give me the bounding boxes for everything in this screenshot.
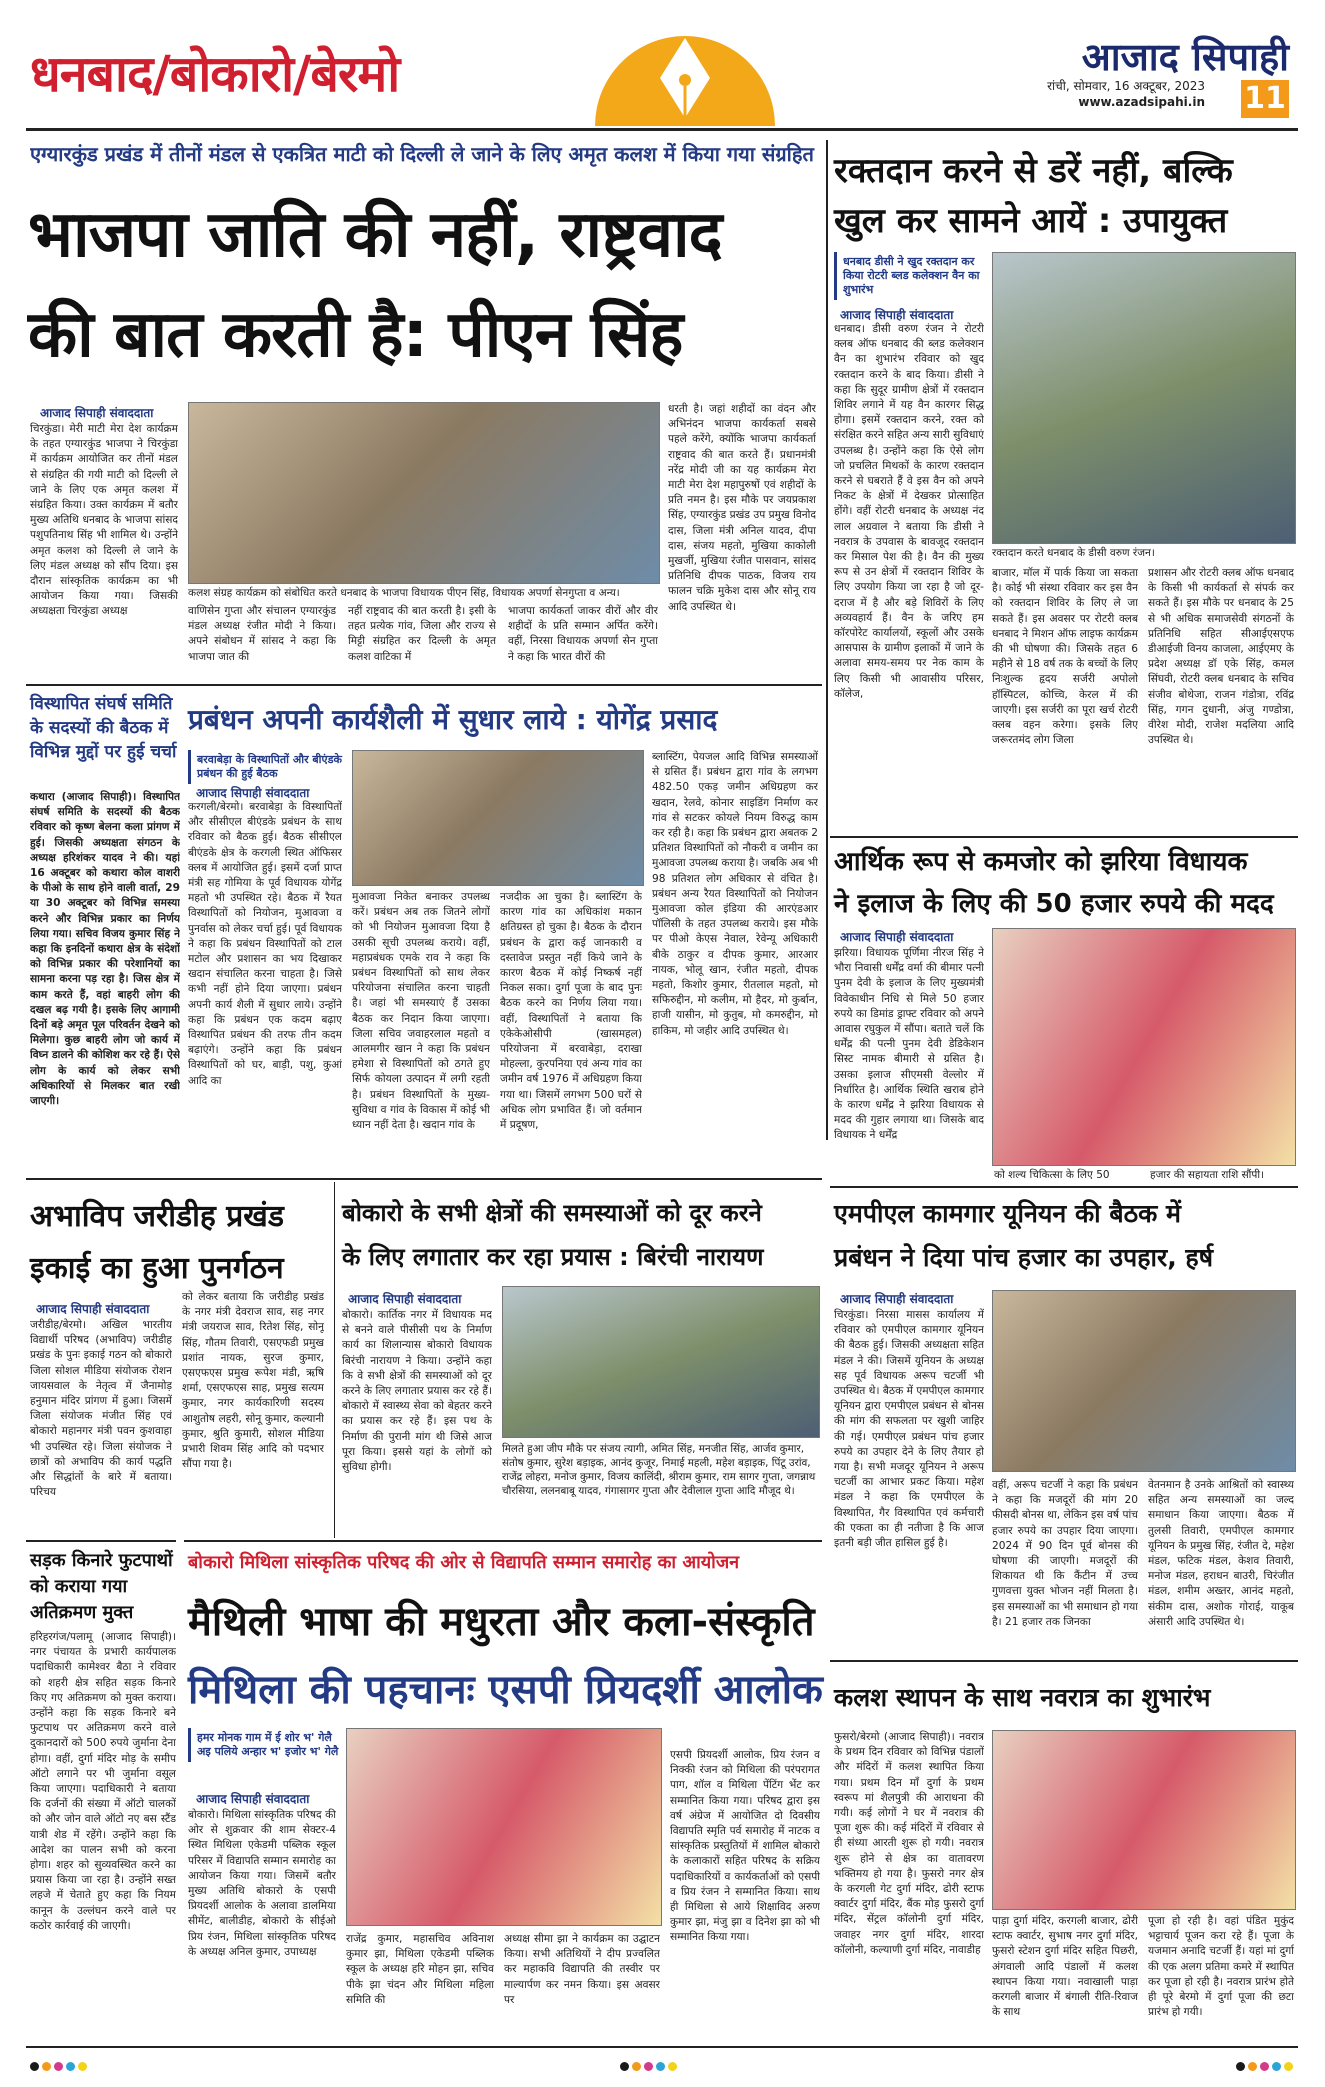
management-col3: नजदीक आ चुका है। ब्लास्टिंग के कारण गांव का अधिकांश मकान क्षतिग्रस्त हो चुका है। बैठक के दौरान प्रबंधन के द्वारा कई जानकारी व दस्तावेज प्रस्तुत नहीं किये जाने के कारण बैठक में कोई निष्कर्ष नहीं निकल सका। दुर्गा पूजा के बाद पुनः बैठक करने का निर्णय लिया गया। वहीं, विस्थापितों ने बताया कि एकेकेओसीपी (खासमहल) परियोजना में बरवाबेड़ा, दराखा मोहल्ला, कुरपनिया एवं अन्य गांव का जमीन वर्ष 1976 में अधिग्रहण किया गया था। जिसमें लगभग 500 घरों से अधिक लोग प्रभावित हैं। जो वर्तमान में प्रदूषण, <box>500 891 642 1132</box>
management-photo <box>352 750 644 886</box>
lead-col5: धरती है। जहां शहीदों का वंदन और अभिनंदन भाजपा कार्यकर्ता सबसे पहले करेंगे, क्योंकि भाजपा कार्यकर्ता राष्ट्रवाद की बात करते हैं। प्रधानमंत्री नरेंद्र मोदी जी का यह कार्यक्रम मेरा माटी मेरा देश महापुरुषों एवं शहीदों के प्रति नमन है। इस मौके पर जयप्रकाश सिंह, एग्यारकुंड प्रखंड उप प्रमुख विनोद दास, जिला मंत्री अनिल यादव, दीपा दास, संजय महतो, मुखिया काकोली मुखर्जी, मुखिया रंजीत पासवान, सांसद प्रतिनिधि दीपक पाठक, विजय राय फालन चक्रि मुकेश दास और सोनू राय आदि उपस्थित थे। <box>668 403 816 613</box>
maithili-col4: एसपी प्रियदर्शी आलोक, प्रिय रंजन व निक्की रंजन को मिथिला की परंपरागत पाग, शॉल व मिथिला पेंटिंग भेंट कर सम्मानित किया गया। परिषद द्वारा इस वर्ष अंग्रेज में आयोजित दो दिवसीय विद्यापति स्मृति पर्व समारोह में नाटक व सांस्कृतिक प्रस्तुतियों में शामिल बोकारो के कलाकारों सहित परिषद के सक्रिय पदाधिकारियों व कार्यकर्ताओं को एसपी व प्रिय रंजन ने सम्मानित किया। साथ ही मिथिला से आये शिक्षाविद अरुण कुमार झा, मंजु झा व दिनेश झा को भी सम्मानित किया गया। <box>670 1749 820 1944</box>
jharia-headline-2: ने इलाज के लिए की 50 हजार रुपये की मदद <box>834 889 1274 919</box>
birchi-col1: बोकारो। कार्तिक नगर में विधायक मद से बनने वाले पीसीसी पथ के निर्माण कार्य का शिलान्यास बोकारो विधायक बिरंची नारायण ने किया। उन्होंने कहा कि वे सभी क्षेत्रों की समस्याओं को दूर करने के लिए लगातार प्रयास कर रहे हैं। बोकारो में स्वास्थ्य सेवा को बेहतर करने का प्रयास कर रहे हैं। इस पथ के निर्माण की पुरानी मांग थी जिसे आज पूरा किया। इससे यहां के लोगों को सुविधा होगी। <box>342 1309 492 1474</box>
maithili-col2: राजेंद्र कुमार, महासचिव अविनाश कुमार झा, मिथिला एकेडमी पब्लिक स्कूल के अध्यक्ष हरि मोहन झा, सचिव पीके झा चंदन और मिथिला महिला समिति की <box>346 1933 494 2006</box>
newspaper-brand: आजाद सिपाही <box>1081 34 1289 79</box>
jharia-caption-left: को शल्य चिकित्सा के लिए 50 <box>994 1169 1110 1181</box>
mpl-photo <box>992 1290 1296 1472</box>
jharia-body: झरिया। विधायक पूर्णिमा नीरज सिंह ने भौरा निवासी धर्मेंद्र वर्मा की बीमार पत्नी पुनम देवी के इलाज के लिए मुख्यमंत्री विवेकाधीन निधि से मिले 50 हजार रुपये का डिमांड ड्राफ्ट रविवार को अपने आवास रघुकुल में सौंपा। बताते चलें कि धर्मेंद्र की पत्नी पुनम देवी डेडिकेशन सिस्ट नामक बीमारी से ग्रसित है। उसका इलाज सीएमसी वेल्लोर में निर्धारित है। आर्थिक स्थिति खराब होने के कारण धर्मेंद्र ने झरिया विधायक से मदद की गुहार लगाया था। जिसके बाद विधायक ने धर्मेंद्र <box>834 947 984 1142</box>
registration-dot <box>620 2062 629 2071</box>
blood-col2: बाजार, मॉल में पार्क किया जा सकता है। कोई भी संस्था रविवार कर इस वैन को रक्तदान शिविर के लिए ले जा सकते हैं। इस अवसर पर रोटरी क्लब धनबाद ने मिशन ऑफ लाइफ कार्यक्रम की भी घोषणा की। जिसके तहत 6 महीने से 18 वर्ष तक के बच्चों के लिए निःशुल्क हृदय सर्जरी अपोलो हॉस्पिटल, कोच्चि, केरल में की जाएगी। इस सर्जरी का पूरा खर्च रोटरी क्लब वहन करेगा। इसके लिए जरूरतमंद लोग जिला <box>992 567 1138 747</box>
page-number: 11 <box>1241 80 1289 118</box>
lead-col1: चिरकुंडा। मेरी माटी मेरा देश कार्यक्रम के तहत एग्यारकुंड भाजपा ने चिरकुंडा में कार्यक्रम आयोजित कर तीनों मंडल से संग्रहित की गयी माटी को दिल्ली ले जाने के लिए एक अमृत कलश में संग्रहित किया। उक्त कार्यक्रम में बतौर मुख्य अतिथि धनबाद के भाजपा सांसद पशुपतिनाथ सिंह भी शामिल थे। उन्होंने अमृत कलश को दिल्ली ले जाने के लिए मंडल अध्यक्ष को सौंप दिया। इस दौरान सांस्कृतिक कार्यक्रम का भी आयोजन किया गया। जिसकी अध्यक्षता चिरकुंडा अध्यक्ष <box>30 423 178 618</box>
website-text: www.azadsipahi.in <box>1078 95 1205 109</box>
blood-col1: धनबाद। डीसी वरुण रंजन ने रोटरी क्लब ऑफ धनबाद की ब्लड कलेक्शन वैन का शुभारंभ रविवार को खुद रक्तदान करने के बाद किया। डीसी ने कहा कि सुदूर ग्रामीण क्षेत्रों में रक्तदान शिविर लगाने में यह वैन कारगर सिद्ध होगा। इसमें रक्तदान करने, रक्त को संरक्षित करने सहित अन्य सारी सुविधाएं उपलब्ध है। उन्होंने कहा कि ऐसे लोग जो प्रचलित मिथकों के कारण रक्तदान करने से घबराते हैं वे इस वैन को अपने निकट के क्षेत्रों में देखकर प्रोत्साहित होंगे। वहीं रोटरी धनबाद के अध्यक्ष नंद लाल अग्रवाल ने बताया कि डीसी ने नवरात्र के उपवास के बावजूद रक्तदान कर मिसाल पेश की है। वैन की मुख्य रूप से उन क्षेत्रों में रक्तदान शिविर के लिए उपयोग किया जा रहा है जो दूर-दराज में है और बड़े शिविरों के लिए अव्यवहार्य हैं। वैन के जरिए हम कॉरपोरेट कार्यालयों, स्कूलों और उसके आसपास के ग्रामीण इलाकों में जाने के अलावा समय-समय पर नेक काम के लिए किसी भी आवासीय परिसर, कॉलेज, <box>834 323 984 700</box>
displaced-headline: विस्थापित संघर्ष समिति के सदस्यों की बैठक में विभिन्न मुद्दों पर हुई चर्चा <box>30 694 177 762</box>
abvp-col2: को लेकर बताया कि जरीडीह प्रखंड के नगर मंत्री देवराज साव, सह नगर मंत्री जयराज साव, रितेश सिंह, सोनू सिंह, गौतम तिवारी, एसएफडी प्रमुख प्रशांत नायक, सुरज कुमार, एसएफएस प्रमुख रूपेश मंडी, ऋषि शर्मा, एसएफएस साह, प्रमुख सत्यम कुमार, नगर कार्यकारिणी सदस्य आशुतोष लहरी, सोनू कुमार, कल्यानी कुमार, श्रुति कुमारी, सोशल मीडिया प्रभारी शिवम सिंह आदि को पदभार सौंपा गया है। <box>182 1291 324 1471</box>
encroach-headline: सड़क किनारे फुटपाथों को कराया गया अतिक्रमण मुक्त <box>30 1550 173 1623</box>
maithili-headline-2: मिथिला की पहचानः एसपी प्रियदर्शी आलोक <box>188 1667 823 1713</box>
print-registration-marks <box>1236 2056 1296 2075</box>
mpl-col2: वहीं, अरूप चटर्जी ने कहा कि प्रबंधन ने कहा कि मजदूरों की मांग 20 फीसदी बोनस था, लेकिन इस वर्ष पांच हजार रुपये का उपहार दिया जाएगा। 2024 में 90 दिन पूर्व बोनस की घोषणा की जाएगी। मजदूरों की शिकायत थी कि कैंटीन में उच्च गुणवत्ता युक्त भोजन नहीं मिलता है। इस समस्याओं का भी समाधान हो गया है। 21 हजार तक जिनका <box>992 1479 1138 1628</box>
registration-dot <box>42 2062 51 2071</box>
jharia-headline-1: आर्थिक रूप से कमजोर को झरिया विधायक <box>834 847 1248 877</box>
footer-rule <box>26 2046 1298 2048</box>
abvp-headline-2: इकाई का हुआ पुनर्गठन <box>30 1251 284 1286</box>
blood-photo-caption: रक्तदान करते धनबाद के डीसी वरुण रंजन। <box>992 547 1155 559</box>
blood-headline-2: खुल कर सामने आयें : उपायुक्त <box>834 201 1228 241</box>
birchi-headline-1: बोकारो के सभी क्षेत्रों की समस्याओं को दूर करने <box>342 1199 762 1227</box>
date-text: रांची, सोमवार, 16 अक्टूबर, 2023 <box>1047 79 1205 93</box>
lead-credit: आजाद सिपाही संवाददाता <box>40 406 154 420</box>
abvp-headline-1: अभाविप जरीडीह प्रखंड <box>30 1199 284 1234</box>
kalash-body: फुसरो/बेरमो (आजाद सिपाही)। नवरात्र के प्रथम दिन रविवार को विभिन्न पंडालों और मंदिरों में कलश स्थापित किया गया। प्रथम दिन माँ दुर्गा के प्रथम स्वरूप मां शैलपुत्री की आराधना की गयी। कई लोगों ने घर में नवरात्र की पूजा शुरू की। कई मंदिरों में रविवार से ही संध्या आरती शुरू हो गयी। नवरात्र शुरू होने से क्षेत्र का वातावरण भक्तिमय हो गया है। फुसरो नगर क्षेत्र के करगली गेट दुर्गा मंदिर, ढोरी स्टाफ क्वार्टर दुर्गा मंदिर, बैंक मोड़ फुसरो दुर्गा मंदिर, सेंट्रल कॉलोनी दुर्गा मंदिर, जवाहर नगर दुर्गा मंदिर, शारदा कॉलोनी, कल्याणी दुर्गा मंदिर, नावाडीह <box>834 1731 984 1956</box>
mpl-headline-1: एमपीएल कामगार यूनियन की बैठक में <box>834 1199 1181 1228</box>
jharia-caption-right: हजार की सहायता राशि सौंपी। <box>1150 1169 1265 1181</box>
registration-dot <box>78 2062 87 2071</box>
maithili-subhead: हमर मोनक गाम में ई शोर भ' गेलै अइ पलिये अन्हार भ' इजोर भ' गेलै <box>188 1728 351 1762</box>
registration-dot <box>30 2062 39 2071</box>
birchi-headline-2: के लिए लगातार कर रहा प्रयास : बिरंची नारायण <box>342 1243 764 1271</box>
mpl-col3: वेतनमान है उनके आश्रितों को स्वास्थ्य सहित अन्य समस्याओं का जल्द समाधान किया जाएगा। बैठक में तुलसी तिवारी, एमपीएल कामगार यूनियन के प्रमुख सिंह, रंजीत दे, महेश मंडल, फटिक मंडल, केशव तिवारी, मनोज मंडल, हराधन बाउरी, चिरंजीत मंडल, शमीम अख्तर, आनंद महतो, संकीम दास, अशोक गोराई, याकूब अंसारी आदि उपस्थित थे। <box>1148 1479 1294 1628</box>
maithili-credit: आजाद सिपाही संवाददाता <box>196 1792 310 1806</box>
maithili-col1: बोकारो। मिथिला सांस्कृतिक परिषद की ओर से शुक्रवार की शाम सेक्टर-4 स्थित मिथिला एकेडमी पब्लिक स्कूल परिसर में विद्यापति सम्मान समारोह का आयोजन किया गया। जिसमें बतौर मुख्य अतिथि बोकारो के एसपी प्रियदर्शी आलोक के अलावा डालमिया सीमेंट, बालीडीह, बोकारो के सीईओ प्रिय रंजन, मिथिला सांस्कृतिक परिषद के अध्यक्ष अनिल कुमार, उपाध्यक्ष <box>188 1809 336 1958</box>
print-registration-marks <box>30 2056 90 2075</box>
section-rule <box>26 1178 822 1180</box>
section-rule <box>830 1186 1298 1188</box>
mpl-headline-2: प्रबंधन ने दिया पांच हजार का उपहार, हर्ष <box>834 1243 1214 1272</box>
blood-credit: आजाद सिपाही संवाददाता <box>840 308 954 322</box>
section-rule <box>830 1660 1298 1662</box>
print-registration-marks <box>620 2056 680 2075</box>
dateline <box>1047 78 1205 110</box>
maithili-headline-1: मैथिली भाषा की मधुरता और कला-संस्कृति <box>188 1599 815 1645</box>
birchi-caption: मिलते हुआ जीप मौके पर संजय त्यागी, अमित सिंह, मनजीत सिंह, आर्जव कुमार, संतोष कुमार, सुरेश बड़ाइक, आनंद कुजूर, निमाई महली, महेश बड़ाइक, पिंटू उरांव, राजेंद्र लोहरा, मनोज कुमार, विजय कालिंदी, श्रीराम कुमार, राम सागर गुप्ता, जगन्नाथ चौरसिया, ललनबाबू यादव, गंगासागर गुप्ता और देवीलाल गुप्ता आदि मौजूद थे। <box>502 1443 816 1497</box>
kalash-photo <box>992 1730 1296 1910</box>
management-credit: आजाद सिपाही संवाददाता <box>196 786 310 800</box>
management-col2: मुआवजा निकेत बनाकर उपलब्ध करें। प्रबंधन अब तक जितने लोगों को भी नियोजन मुआवजा दिया है उसकी सूची उपलब्ध कराये। वहीं, महाप्रबंधक एमके राव ने कहा कि प्रबंधन विस्थापितों को साथ लेकर परियोजना संचालित करना चाहती है। जहां भी समस्याएं हैं उसका बैठक कर निदान किया जाएगा। जिला सचिव जवाहरलाल महतो व आलमगीर खान ने कहा कि प्रबंधन हमेशा से विस्थापितों को ठगते हुए सिर्फ कोयला उत्पादन में लगी रहती है। प्रबंधन विस्थापितों के मुख्य-सुविधा व गांव के विकास में कोई भी ध्यान नहीं देता है। खदान गांव के <box>352 891 490 1132</box>
displaced-body: कथारा (आजाद सिपाही)। विस्थापित संघर्ष समिति के सदस्यों की बैठक रविवार को कृष्ण बेलना कला प्रांगण में हुई। जिसकी अध्यक्षता संगठन के अध्यक्ष हरिशंकर यादव ने की। यहां 16 अक्टूबर को कथारा कोल वाशरी के पीओ के साथ होने वाली वार्ता, 29 या 30 अक्टूबर को विभिन्न समस्या करने और विभिन्न प्रकार का निर्णय लिया गया। सचिव विजय कुमार सिंह ने कहा कि इनदिनों कथारा क्षेत्र के संदेशों को विभिन्न प्रकार की परेशानियों का सामना करना पड़ रहा है। जिस क्षेत्र में काम करते हैं, वहां बाहरी लोग की दखल बढ़ गयी है। इसके लिए आगामी दिनों बड़े अमृत पूल परिवर्तन देखने को मिलेगा। कुछ बाहरी लोग जो कार्य में विघ्न डालने की कोशिश कर रहे हैं। ऐसे लोग के कार्य को लेकर सभी अधिकारियों से मिलकर बात रखी जाएगी। <box>30 791 180 1108</box>
registration-dot <box>1248 2062 1257 2071</box>
masthead-rule <box>26 128 1298 131</box>
blood-photo <box>992 252 1296 544</box>
lead-kicker: एग्यारकुंड प्रखंड में तीनों मंडल से एकत्रित माटी को दिल्ली ले जाने के लिए अमृत कलश में किया गया संग्रहित <box>30 142 814 166</box>
jharia-photo <box>992 928 1296 1166</box>
registration-dot <box>656 2062 665 2071</box>
lead-photo-caption: कलश संग्रह कार्यक्रम को संबोधित करते धनबाद के भाजपा विधायक पीएन सिंह, विधायक अपर्णा सेनगुप्ता व अन्य। <box>188 587 620 599</box>
registration-dot <box>1272 2062 1281 2071</box>
lead-headline-1: भाजपा जाति की नहीं, राष्ट्रवाद <box>28 198 722 272</box>
kalash-col2: पाड़ा दुर्गा मंदिर, करगली बाजार, ढोरी स्टाफ क्वार्टर, सुभाष नगर दुर्गा मंदिर, फुसरो स्टेशन दुर्गा मंदिर सहित पिछरी, अंगवाली आदि पंडालों में कलश स्थापन किया गया। नवाखाली पाड़ा करगली बाजार में बंगाली रीति-रिवाज के साथ <box>992 1915 1138 2019</box>
blood-headline-1: रक्तदान करने से डरें नहीं, बल्कि <box>834 151 1233 191</box>
column-rule <box>334 1182 335 1538</box>
lead-col4: भाजपा कार्यकर्ता जाकर वीरों और वीर शहीदों के प्रति सम्मान अर्पित करेंगे। वहीं, निरसा विधायक अपर्णा सेन गुप्ता ने कहा कि भारत वीरों की <box>508 605 658 663</box>
maithili-photo <box>346 1728 662 1926</box>
kalash-headline: कलश स्थापन के साथ नवरात्र का शुभारंभ <box>834 1683 1211 1712</box>
lead-photo <box>188 402 660 584</box>
column-rule <box>826 140 828 1140</box>
registration-dot <box>1260 2062 1269 2071</box>
mpl-credit: आजाद सिपाही संवाददाता <box>840 1292 954 1306</box>
mpl-col1: चिरकुंडा। निरसा मासस कार्यालय में रविवार को एमपीएल कामगार यूनियन की बैठक हुई। जिसकी अध्यक्षता सहित मंडल ने की। जिसमें यूनियन के अध्यक्ष सह पूर्व विधायक अरूप चटर्जी भी उपस्थित थे। बैठक में एमपीएल कामगार यूनियन द्वारा एमपीएल प्रबंधन से बोनस की मांग की सफलता पर खुशी जाहिर की गई। एमपीएल प्रबंधन पांच हजार रुपये का उपहार देने के लिए तैयार हो गया है। सभी मजदूर यूनियन ने अरूप चटर्जी का आभार प्रकट किया। महेश मंडल ने कहा कि एमपीएल के विस्थापित, गैर विस्थापित एवं कर्मचारी की एकता का ही नतीजा है कि आज इतनी बड़ी जीत हासिल हुई है। <box>834 1309 984 1550</box>
registration-dot <box>632 2062 641 2071</box>
section-rule <box>26 684 822 686</box>
registration-dot <box>66 2062 75 2071</box>
lead-col3: नहीं राष्ट्रवाद की बात करती है। इसी के तहत प्रत्येक गांव, जिला और राज्य से मिट्टी संग्रहित कर दिल्ली के अमृत कलश वाटिका में <box>348 605 496 663</box>
management-col4: ब्लास्टिंग, पेयजल आदि विभिन्न समस्याओं से ग्रसित हैं। प्रबंधन द्वारा गांव के लगभग 482.50 एकड़ जमीन अधिग्रहण कर खदान, रेलवे, कोनार साइडिंग निर्माण कर गांव से सटकर कोयले नियम विरुद्ध काम कर रही है। कहा कि प्रबंधन द्वारा अबतक 2 प्रतिशत विस्थापितों को नौकरी व जमीन का मुआवजा उपलब्ध कराया है। जबकि अब भी 98 प्रतिशत लोग अधिकार से वंचित है। प्रबंधन अन्य रैयत विस्थापितों को नियोजन मुआवजा कोल इंडिया की आरएंडआर पॉलिसी के तहत उपलब्ध कराये। इस मौके पर पीओ केएस नेवाल, रेवेन्यू अधिकारी बीके ठाकुर व दीपक कुमार, आरआर नायक, भोलू खान, रंजीत महतो, दीपक महतो, किशोर कुमार, रीतलाल महतो, मो सफिरुद्दीन, मो कलीम, मो हैदर, मो कुर्बान, हाजी यासीन, मो कुतुब, मो कमरुद्दीन, मो हाकिम, मो जहीर आदि उपस्थित थे। <box>652 751 818 1037</box>
maithili-col3: अध्यक्ष सीमा झा ने कार्यक्रम का उद्घाटन किया। सभी अतिथियों ने दीप प्रज्वलित कर महाकवि विद्यापति की तस्वीर पर माल्यार्पण कर नमन किया। इस अवसर पर <box>504 1933 660 2006</box>
birchi-credit: आजाद सिपाही संवाददाता <box>348 1292 462 1306</box>
birchi-photo <box>502 1286 820 1438</box>
registration-dot <box>644 2062 653 2071</box>
blood-subhead: धनबाद डीसी ने खुद रक्तदान कर किया रोटरी ब्लड कलेक्शन वैन का शुभारंभ <box>834 252 999 300</box>
section-title: धनबाद/बोकारो/बेरमो <box>30 44 400 103</box>
jharia-credit: आजाद सिपाही संवाददाता <box>840 930 954 944</box>
section-rule <box>184 1540 822 1542</box>
abvp-col1: जरीडीह/बेरमो। अखिल भारतीय विद्यार्थी परिषद (अभाविप) जरीडीह प्रखंड के पुनः इकाई गठन को बोकारो जिला सोशल मीडिया संयोजक रोशन जायसवाल के नेतृत्व में जैनामोड़ हनुमान मंदिर प्रांगण में हुआ। जिसमें जिला संयोजक मंजीत सिंह एवं बोकारो महानगर मंत्री पवन कुशवाहा भी उपस्थित रहे। जिला संयोजक ने छात्रों को अभाविप की कार्य पद्धति और सिद्धांतों के बारे में बताया। परिचय <box>30 1319 172 1499</box>
management-col1: करगली/बेरमो। बरवाबेड़ा के विस्थापितों और सीसीएल बीएंडके प्रबंधन के साथ रविवार को बैठक हुई। बैठक सीसीएल बीएंडके क्षेत्र के करगली स्थित ऑफिसर क्लब में आयोजित हुई। इसमें दर्जा प्राप्त मंत्री सह गोमिया के पूर्व विधायक योगेंद्र महतो भी उपस्थित रहे। बैठक में रैयत विस्थापितों को नियोजन, मुआवजा व पुनर्वास को लेकर चर्चा हुई। पूर्व विधायक ने कहा कि प्रबंधन विस्थापितों को टाल मटोल और प्रशासन का भय दिखाकर खदान संचालित करना चाहता है। जिसे कभी नहीं होने दिया जाएगा। प्रबंधन अपनी कार्य शैली में सुधार लाये। उन्होंने कहा कि प्रबंधन एक कदम बढ़ाए विस्थापित प्रबंधन की तरफ तीन कदम बढ़ाएंगे। उन्होंने कहा कि प्रबंधन विस्थापितों को घर, बाड़ी, पशु, कुआं आदि का <box>188 801 342 1087</box>
registration-dot <box>1236 2062 1245 2071</box>
management-headline: प्रबंधन अपनी कार्यशैली में सुधार लाये : योगेंद्र प्रसाद <box>188 703 718 736</box>
blood-col3: प्रशासन और रोटरी क्लब ऑफ धनबाद के किसी भी कार्यकर्ता से संपर्क कर सकते हैं। इस मौके पर धनबाद के 25 से भी अधिक समाजसेवी संगठनों के प्रतिनिधि सहित सीआईएसएफ डीआईजी विनय काजला, आईएमए के प्रदेश अध्यक्ष डॉ एके सिंह, कमल सिंघवी, रोटरी क्लब धनबाद के सचिव संजीव बोथेजा, राजन गंडोत्रा, रविंद्र सिंह, गगन दुधानी, अंजु गण्डोत्रा, वीरेश मोदी, राजेश मदलिया आदि उपस्थित थे। <box>1148 567 1294 747</box>
section-rule <box>830 836 1298 838</box>
pen-nib-logo-icon <box>585 18 785 128</box>
management-subhead: बरवाबेड़ा के विस्थापितों और बीएंडके प्रबंधन की हुई बैठक <box>188 750 353 784</box>
section-rule <box>26 1540 176 1542</box>
lead-headline-2: की बात करती है: पीएन सिंह <box>28 298 683 372</box>
registration-dot <box>54 2062 63 2071</box>
abvp-credit: आजाद सिपाही संवाददाता <box>36 1302 150 1316</box>
kalash-col3: पूजा हो रही है। वहां पंडित मुकुंद भट्टाचार्य पूजन करा रहे हैं। पूजा के यजमान अनादि चटर्जी हैं। यहां मां दुर्गा की एक अलग प्रतिमा कमरे में स्थापित कर पूजा हो रही है। नवरात्र प्रारंभ होते ही पूरे बेरमो में दुर्गा पूजा की छटा प्रारंभ हो गयी। <box>1148 1915 1294 2019</box>
maithili-kicker: बोकारो मिथिला सांस्कृतिक परिषद की ओर से विद्यापति सम्मान समारोह का आयोजन <box>188 1552 740 1573</box>
encroach-body: हरिहरगंज/पलामू (आजाद सिपाही)। नगर पंचायत के प्रभारी कार्यपालक पदाधिकारी कामेश्वर बैठा ने रविवार को शहरी क्षेत्र सहित सड़क किनारे किए गए अतिक्रमण को मुक्त कराया। उन्होंने कहा कि सड़क किनारे बने फुटपाथ पर अतिक्रमण करने वाले दुकानदारों को 500 रुपये जुर्माना देना होगा। वहीं, दुर्गा मंदिर मोड़ के समीप ऑटो लगाने पर भी जुर्माना वसूल किया जाएगा। पदाधिकारी ने बताया कि दर्जनों की संख्या में ऑटो चालकों को और जोन वाले ऑटो नए बस स्टैंड यात्री शेड में रहेंगे। उन्होंने कहा कि आदेश का पालन सभी को करना होगा। शहर को सुव्यवस्थित करने का प्रयास किया जा रहा है। उन्होंने सख्त लहजे में चेताते हुए कहा कि नियम कानून के उल्लंघन करने वाले पर कठोर कार्रवाई की जाएगी। <box>30 1631 176 1932</box>
lead-col2: वाणिसेन गुप्ता और संचालन एग्यारकुंड मंडल अध्यक्ष रंजीत मोदी ने किया। अपने संबोधन में सांसद ने कहा कि भाजपा जात की <box>188 605 336 663</box>
registration-dot <box>1284 2062 1293 2071</box>
registration-dot <box>668 2062 677 2071</box>
